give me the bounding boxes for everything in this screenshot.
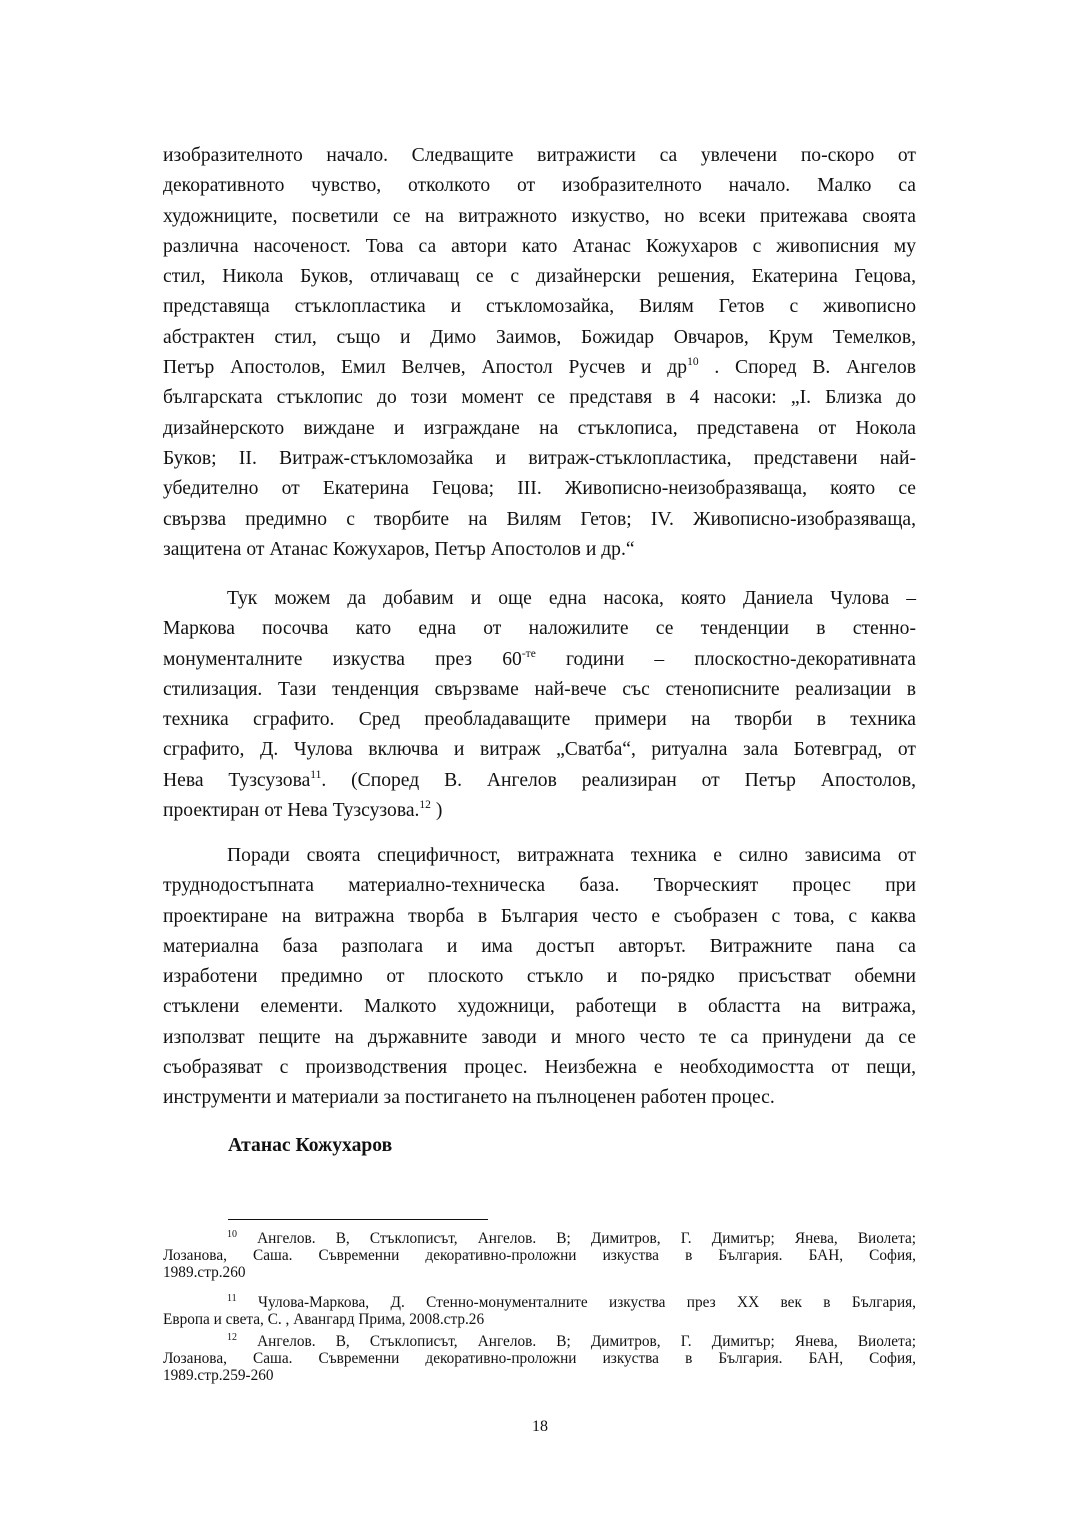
text-line: стилизация. Тази тенденция свързваме най-вече със стенописните реализации в bbox=[163, 678, 916, 700]
footnote-line: 1989.стр.259-260 bbox=[163, 1367, 274, 1385]
text-line: художниците, посветили се на витражното изкуство, но всеки притежава своята bbox=[163, 205, 916, 227]
footnote-ref-11[interactable]: 11 bbox=[310, 768, 322, 781]
text-line: инструменти и материали за постигането на пълноценен работен процес. bbox=[163, 1087, 775, 1109]
text-segment: Чулова-Маркова, Д. Стенно-монументалните изкуства през XX век в България, bbox=[236, 1294, 916, 1311]
footnote-number: 11 bbox=[227, 1293, 237, 1304]
footnote-10 bbox=[163, 1230, 916, 1282]
text-line: българската стъклопис до този момент се представя в 4 насоки: „I. Близка до bbox=[163, 387, 916, 409]
text-segment: Нева Тузсузова bbox=[163, 769, 311, 791]
text-segment: Ангелов. В, Стъклописът, Ангелов. В; Димитров, Г. Димитър; Янева, Виолета; bbox=[237, 1230, 916, 1247]
footnote-line bbox=[163, 1294, 916, 1311]
footnote-line: 1989.стр.260 bbox=[163, 1264, 246, 1282]
text-line: декоративното чувство, отколкото от изобразителното начало. Малко са bbox=[163, 175, 916, 197]
text-segment: . Според В. Ангелов bbox=[698, 357, 916, 379]
text-segment: години – плоскостно-декоративната bbox=[535, 648, 916, 670]
footnote-line: Европа и света, С. , Авангард Прима, 2008.стр.26 bbox=[163, 1311, 485, 1329]
footnote-number: 10 bbox=[227, 1229, 237, 1240]
text-line: Тук можем да добавим и още една насока, която Даниела Чулова – bbox=[227, 588, 916, 609]
text-line: стил, Никола Буков, отличаващ се с дизайнерски решения, Екатерина Гецова, bbox=[163, 266, 916, 288]
text-line: защитена от Атанас Кожухаров, Петър Апостолов и др.“ bbox=[163, 538, 635, 560]
footnote-line bbox=[163, 1230, 916, 1247]
text-line: Поради своята специфичност, витражната техника е силно зависима от bbox=[227, 845, 916, 866]
text-line: различна насоченост. Това са автори като Атанас Кожухаров с живописния му bbox=[163, 235, 916, 257]
text-segment: ) bbox=[430, 800, 443, 822]
text-line bbox=[163, 766, 916, 796]
superscript-te: -те bbox=[521, 647, 536, 660]
text-line: изработени предимно от плоското стъкло и по-рядко присъстват обемни bbox=[163, 966, 916, 988]
text-line: съобразяват с производствения процес. Неизбежна е необходимостта от пещи, bbox=[163, 1057, 916, 1079]
footnote-ref-10[interactable]: 10 bbox=[687, 356, 699, 369]
footnote-line bbox=[163, 1333, 916, 1350]
text-line: свързва предимно с творбите на Вилям Гетов; IV. Живописно-изобразяваща, bbox=[163, 508, 916, 530]
page-number: 18 bbox=[532, 1418, 548, 1435]
footnote-line: Лозанова, Саша. Съвременни декоративно-проложни изкуства в България. БАН, София, bbox=[163, 1247, 916, 1265]
text-line: дизайнерското виждане и изграждане на стъклописа, представена от Нокола bbox=[163, 417, 916, 439]
footnote-number: 12 bbox=[227, 1332, 237, 1343]
text-line: сграфито, Д. Чулова включва и витраж „Сватба“, ритуална зала Ботевград, от bbox=[163, 739, 916, 761]
paragraph-2 bbox=[163, 584, 916, 826]
paragraph-3 bbox=[163, 841, 916, 1114]
text-line: използват пещите на държавните заводи и много често те са принудени да се bbox=[163, 1026, 916, 1048]
text-line: убедително от Екатерина Гецова; III. Живописно-неизобразяваща, която се bbox=[163, 478, 916, 500]
text-segment: Петър Апостолов, Емил Велчев, Апостол Русчев и др bbox=[163, 357, 688, 379]
text-segment: . (Според В. Ангелов реализиран от Петър Апостолов, bbox=[321, 769, 916, 791]
text-line bbox=[163, 796, 916, 826]
section-heading: Атанас Кожухаров bbox=[228, 1135, 393, 1156]
text-line: техника сграфито. Сред преобладаващите примери на творби в техника bbox=[163, 709, 916, 731]
footnote-separator bbox=[228, 1219, 488, 1220]
text-segment: проектиран от Нева Тузсузова. bbox=[163, 800, 420, 822]
text-line: Маркова посочва като една от наложилите се тенденции в стенно- bbox=[163, 618, 916, 640]
text-line: представяща стъклопластика и стъкломозайка, Вилям Гетов с живописно bbox=[163, 296, 916, 318]
text-line: Буков; II. Витраж-стъкломозайка и витраж-стъклопластика, представени най- bbox=[163, 447, 916, 469]
text-line: абстрактен стил, също и Димо Заимов, Божидар Овчаров, Крум Темелков, bbox=[163, 326, 916, 348]
text-line bbox=[163, 353, 916, 383]
text-segment: монументалните изкуства през 60 bbox=[163, 648, 522, 670]
footnote-11 bbox=[163, 1294, 916, 1328]
text-line: проектиране на витражна творба в България често е съобразен с това, с каква bbox=[163, 905, 916, 927]
footnote-ref-12[interactable]: 12 bbox=[419, 799, 431, 812]
footnote-12 bbox=[163, 1333, 916, 1385]
text-line: труднодостъпната материално-техническа база. Творческият процес при bbox=[163, 875, 916, 897]
paragraph-1 bbox=[163, 141, 916, 565]
text-line bbox=[163, 645, 916, 675]
text-line: стъклени елементи. Малкото художници, работещи в областта на витража, bbox=[163, 996, 916, 1018]
footnote-line: Лозанова, Саша. Съвременни декоративно-проложни изкуства в България. БАН, София, bbox=[163, 1350, 916, 1368]
text-line: изобразителното начало. Следващите витражисти са увлечени по-скоро от bbox=[163, 145, 916, 166]
text-line: материална база разполага и има достъп авторът. Витражните пана са bbox=[163, 935, 916, 957]
text-segment: Ангелов. В, Стъклописът, Ангелов. В; Димитров, Г. Димитър; Янева, Виолета; bbox=[237, 1333, 916, 1350]
